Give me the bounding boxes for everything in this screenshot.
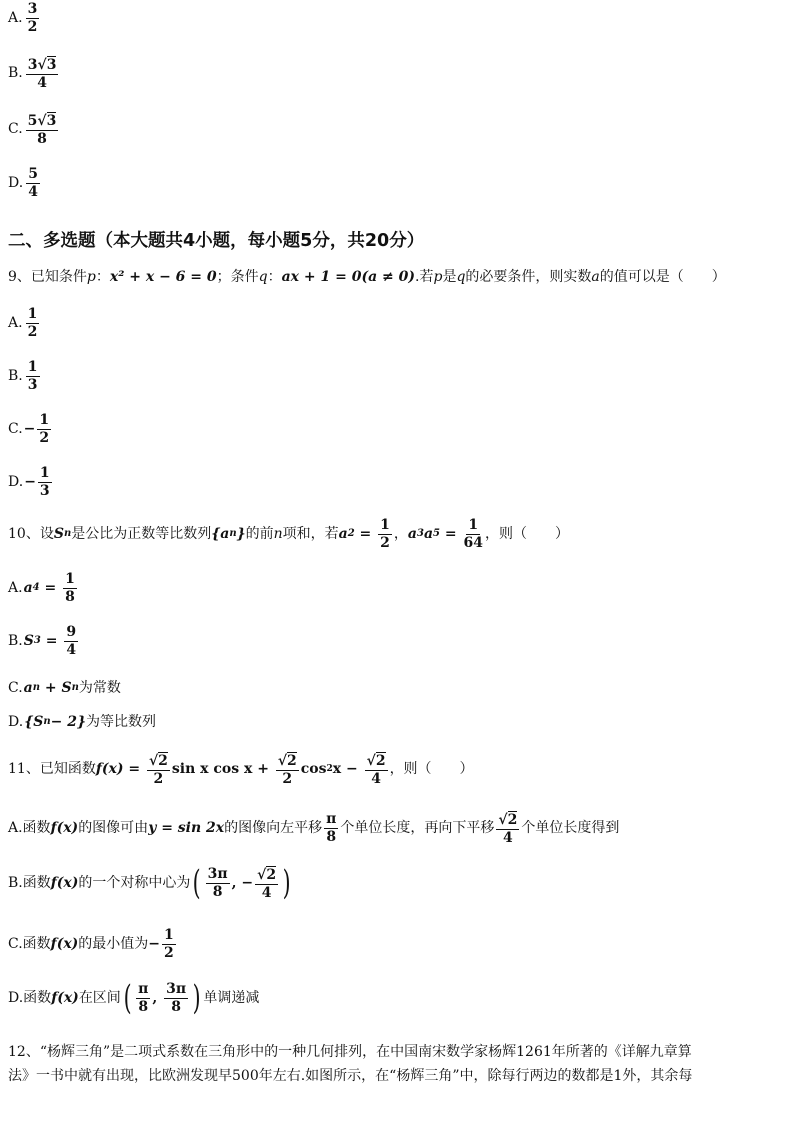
option-8c <box>8 112 60 146</box>
fraction: 5 √ 3 8 <box>27 113 57 147</box>
fraction: 3 √ 3 4 <box>27 57 57 91</box>
fraction: $\frac{5}{4}$ <box>28 166 38 200</box>
right-paren: ) <box>192 978 201 1018</box>
option-9b: B. $\frac{1}{3}$ <box>8 359 38 393</box>
question-11: 11、已知函数 f(x) = √ 2 2 sin x cos x + √ 2 2 cos 2 x − √ 2 4 ，则（ ） <box>8 753 474 787</box>
left-paren: ( <box>123 978 132 1018</box>
fraction: $\frac{1}{64}$ <box>463 517 483 551</box>
fraction: $\frac{1}{8}$ <box>65 571 75 605</box>
fraction: $\frac{1}{2}$ <box>380 517 390 551</box>
option-10b: B. S 3 = $\frac{9}{4}$ <box>8 624 77 658</box>
question-9: 9、已知条件p：x² + x − 6 = 0；条件q：ax + 1 = 0(a ≠ 0).若p是q的必要条件，则实数a的值可以是（ ） <box>8 269 726 285</box>
option-11d: D.函数 f(x) 在区间 ( $\frac{\pi}{8}$ , $\frac{3\pi}{8}$ ) 单调递减 <box>8 978 260 1018</box>
fraction: √ 2 2 <box>148 753 168 787</box>
option-9a: A. $\frac{1}{2}$ <box>8 306 38 340</box>
fraction: √ 2 4 <box>257 867 277 901</box>
fraction: $\frac{9}{4}$ <box>66 624 77 658</box>
option-8b <box>8 56 60 90</box>
fraction: $\frac{1}{2}$ <box>39 412 50 446</box>
question-10: 10、设 S n 是公比为正数等比数列 {a n } 的前 n 项和，若 a 2 = $\frac{1}{2}$ ， a 3 a 5 = $\frac{1}{64}$ ，则（ ） <box>8 517 569 551</box>
fraction: $\frac{\pi}{8}$ <box>138 980 149 1015</box>
section-heading: 二、多选题（本大题共4小题，每小题5分，共20分） <box>8 231 425 251</box>
option-11b: B.函数 f(x) 的一个对称中心为 ( $\frac{3\pi}{8}$ , − √ 2 4 ) <box>8 863 291 904</box>
option-11c: C.函数 f(x) 的最小值为 − $\frac{1}{2}$ <box>8 927 174 961</box>
option-10a: A. a 4 = $\frac{1}{8}$ <box>8 571 75 605</box>
option-label: C. <box>8 121 23 138</box>
option-9d: D. − $\frac{1}{3}$ <box>8 465 50 499</box>
option-label: D. <box>8 175 24 192</box>
option-label: B. <box>8 65 23 82</box>
fraction: √ 2 4 <box>498 812 518 846</box>
option-10c: C. a n + S n 为常数 <box>8 680 121 696</box>
left-paren: ( <box>193 863 201 904</box>
option-11a: A.函数 f(x) 的图像可由 y = sin 2x 的图像向左平移 $\frac{\pi}{8}$ 个单位长度，再向下平移 √ 2 4 个单位长度得到 <box>8 811 620 846</box>
option-label: A. <box>8 10 23 27</box>
option-8d <box>8 167 42 199</box>
fraction: $\frac{1}{3}$ <box>39 465 50 499</box>
question-12-line-2: 法》一书中就有出现，比欧洲发现早500年左右.如图所示，在“杨辉三角”中，除每行两边的数都是1外，其余每 <box>8 1068 693 1084</box>
fraction: $\frac{\pi}{8}$ <box>326 811 337 845</box>
fraction: $\frac{3\pi}{8}$ <box>207 866 228 900</box>
fraction: $\frac{1}{2}$ <box>164 927 174 961</box>
option-9c: C. − $\frac{1}{2}$ <box>8 412 50 446</box>
fraction: √ 2 2 <box>277 753 297 787</box>
fraction: $\frac{1}{2}$ <box>27 306 38 340</box>
option-8a <box>8 2 41 34</box>
right-paren: ) <box>282 863 291 904</box>
option-10d: D. {S n − 2} 为等比数列 <box>8 714 156 730</box>
fraction: $\frac{3}{2}$ <box>27 1 38 35</box>
fraction: $\frac{3\pi}{8}$ <box>166 980 187 1015</box>
fraction: $\frac{1}{3}$ <box>27 359 38 393</box>
question-12-line-1: 12、“杨辉三角”是二项式系数在三角形中的一种几何排列，在中国南宋数学家杨辉1261年所著的《详解九章算 <box>8 1044 692 1060</box>
fraction: √ 2 4 <box>366 753 386 787</box>
